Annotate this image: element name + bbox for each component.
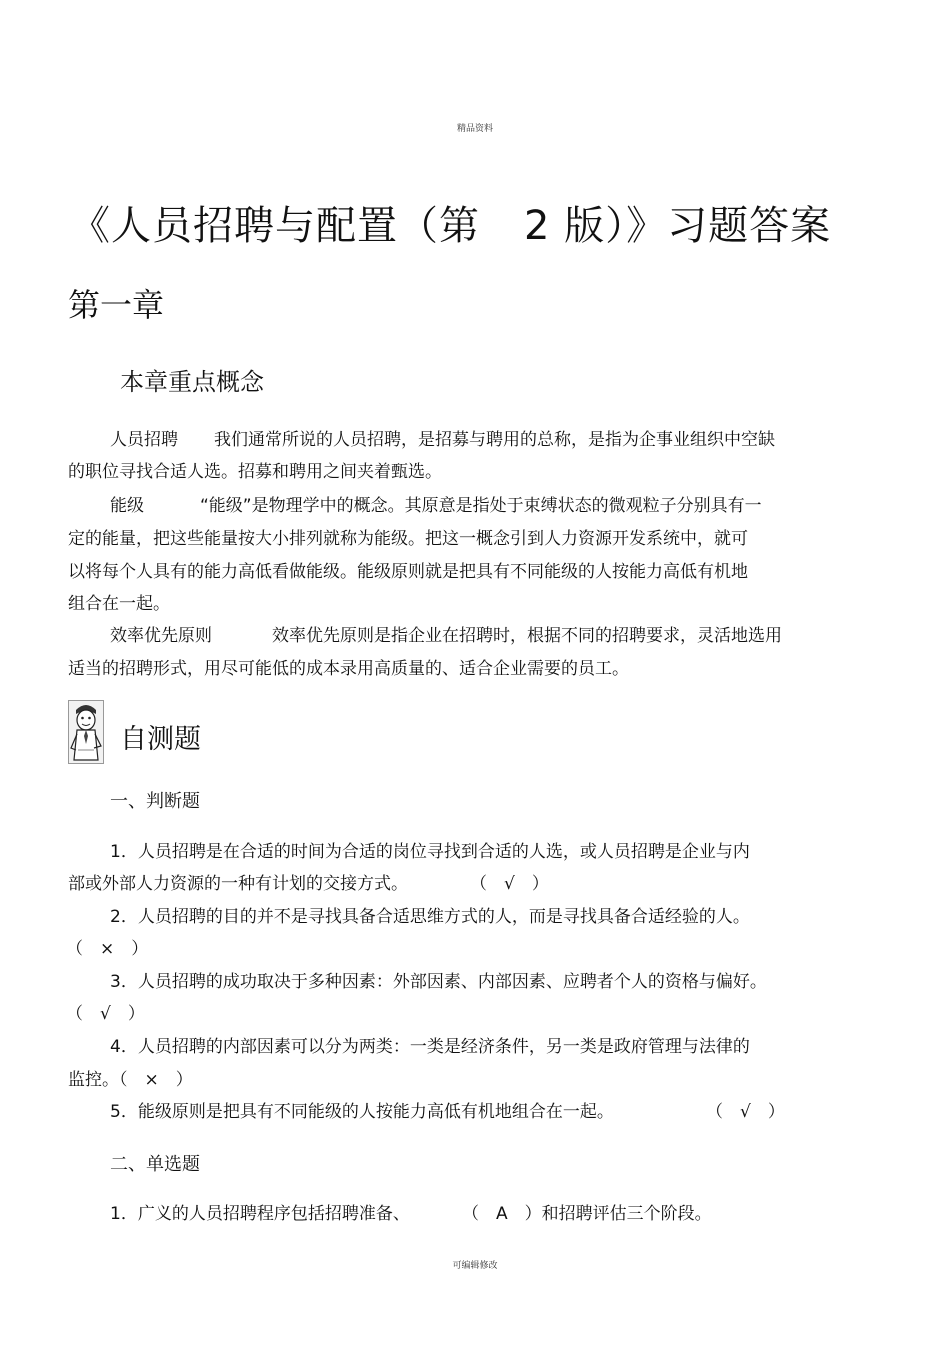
question-line [110,1096,614,1129]
question-line [110,901,750,934]
concept-term: 效率优先原则 [110,626,212,646]
concept-term: 能级 [110,496,144,516]
judgment-heading: 一、判断题 [110,791,200,812]
title-left: 《人员招聘与配置（第 [70,203,480,249]
question-text: 广义的人员招聘程序包括招聘准备、 [137,1204,410,1224]
question-number: 3． [110,972,138,992]
question-text: 人员招聘的成功取决于多种因素：外部因素、内部因素、应聘者个人的资格与偏好。 [137,972,767,992]
concept-line [110,424,775,457]
concept-line [110,490,762,523]
concept-line: 的职位寻找合适人选。招募和聘用之间夹着甄选。 [68,462,442,482]
question-line [68,1064,193,1097]
question-line [110,836,750,869]
question-text: 能级原则是把具有不同能级的人按能力高低有机地组合在一起。 [137,1102,614,1122]
answer-mark: （ √ ） [470,874,549,894]
answer-mark: （ × ） [66,939,149,959]
chapter-heading: 第一章 [68,286,165,324]
question-text: 人员招聘是在合适的时间为合适的岗位寻找到合适的人选，或人员招聘是企业与内 [137,842,750,862]
question-number: 1． [110,842,138,862]
title-right: 2 版）》习题答案 [524,203,832,249]
question-text: 人员招聘的目的并不是寻找具备合适思维方式的人，而是寻找具备合适经验的人。 [137,907,750,927]
question-number: 1． [110,1204,138,1224]
question-text: 和招聘评估三个阶段。 [541,1204,712,1224]
footer-note: 可编辑修改 [452,1261,498,1271]
concept-line [110,620,782,653]
answer-mark: （ √ ） [706,1102,785,1122]
document-title [70,194,831,251]
concept-text: “能级”是物理学中的概念。其原意是指处于束缚状态的微观粒子分别具有一 [200,496,762,516]
answer-mark: （ × ） [119,1070,193,1090]
key-concepts-heading: 本章重点概念 [120,368,264,396]
question-number: 4． [110,1037,138,1057]
question-number: 2． [110,907,138,927]
question-line: 部或外部人力资源的一种有计划的交接方式。 [68,874,408,894]
concept-text: 我们通常所说的人员招聘，是招募与聘用的总称，是指为企事业组织中空缺 [214,430,775,450]
self-test-heading: 自测题 [120,724,201,755]
concept-line: 以将每个人具有的能力高低看做能级。能级原则就是把具有不同能级的人按能力高低有机地 [68,562,748,582]
question-line [110,1031,750,1064]
question-text: 人员招聘的内部因素可以分为两类：一类是经济条件，另一类是政府管理与法律的 [137,1037,750,1057]
cartoon-person-icon [68,700,104,764]
answer-mark: （ A ） [462,1204,542,1224]
concept-line: 组合在一起。 [68,594,170,614]
single-choice-heading: 二、单选题 [110,1154,200,1175]
concept-line: 定的能量，把这些能量按大小排列就称为能级。把这一概念引到人力资源开发系统中，就可 [68,529,748,549]
question-line [462,1198,712,1231]
concept-text: 效率优先原则是指企业在招聘时，根据不同的招聘要求，灵活地选用 [272,626,782,646]
question-line [110,1198,410,1231]
header-note: 精品资料 [456,124,493,134]
answer-mark: （ √ ） [66,1004,145,1024]
question-text: 监控。 [68,1070,119,1090]
question-number: 5． [110,1102,138,1122]
concept-line: 适当的招聘形式，用尽可能低的成本录用高质量的、适合企业需要的员工。 [68,659,629,679]
concept-term: 人员招聘 [110,430,178,450]
question-line [110,966,767,999]
